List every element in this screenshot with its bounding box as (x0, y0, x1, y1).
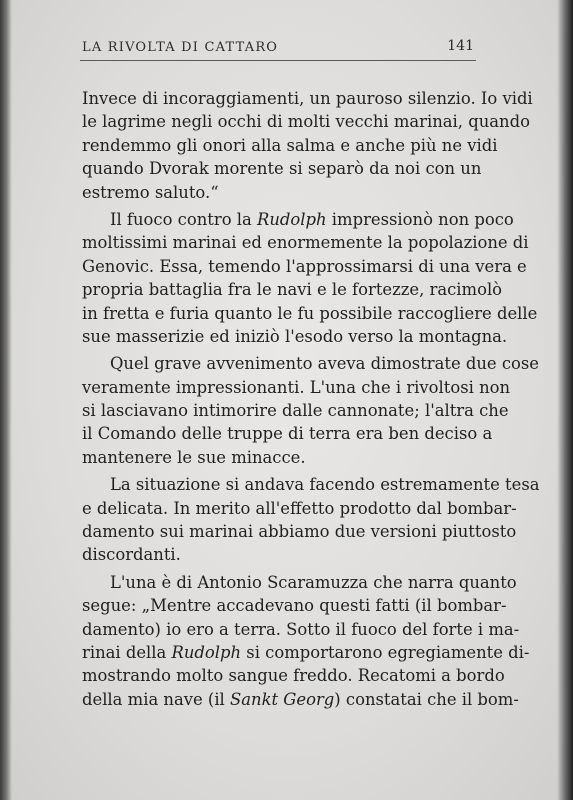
text-span: rinai della (82, 642, 172, 662)
text-line: rendemmo gli onori alla salma e anche più ne vidi (82, 135, 498, 155)
text-line: Quel grave avvenimento aveva dimostrate due cose (110, 354, 540, 374)
text-span: Il fuoco contro la (110, 209, 258, 229)
ship-name: Sankt Georg (230, 689, 335, 709)
paragraph (82, 571, 530, 711)
text-line: propria battaglia fra le navi e le fortezze, racimolò (82, 280, 503, 300)
text-line: La situazione si andava facendo estremamente tesa (110, 475, 540, 495)
text-line (82, 688, 519, 711)
paragraph (82, 208, 538, 348)
text-line: estremo saluto.“ (82, 182, 219, 202)
text-line: le lagrime negli occhi di molti vecchi marinai, quando (82, 112, 530, 132)
text-line (82, 208, 514, 231)
text-span: della mia nave (il (82, 689, 231, 709)
text-line: Genovic. Essa, temendo l'approssimarsi di una vera e (82, 256, 527, 276)
page-left-shadow (0, 0, 12, 800)
text-span: ) constatai che il bom- (334, 689, 519, 709)
text-line: e delicata. In merito all'effetto prodotto dal bombar- (82, 498, 517, 518)
ship-name: Rudolph (257, 209, 327, 229)
paragraph (82, 473, 540, 567)
text-line: quando Dvorak morente si separò da noi con un (82, 159, 482, 179)
text-line: damento sui marinai abbiamo due versioni piuttosto (82, 522, 517, 542)
text-line: si lasciavano intimorire dalle cannonate; l'altra che (82, 401, 509, 421)
text-line: discordanti. (82, 545, 181, 565)
text-line: mantenere le sue minacce. (82, 447, 306, 467)
text-line: veramente impressionanti. L'una che i rivoltosi non (82, 377, 511, 397)
text-line: mostrando molto sangue freddo. Recatomi a bordo (82, 666, 505, 686)
text-line (82, 641, 530, 664)
text-line: sue masserizie ed iniziò l'esodo verso la montagna. (82, 326, 508, 346)
page-number: 141 (447, 38, 474, 54)
text-line: moltissimi marinai ed enormemente la popolazione di (82, 233, 529, 253)
paragraph (82, 352, 540, 469)
text-line: Invece di incoraggiamenti, un pauroso silenzio. Io vidi (82, 89, 533, 108)
text-line: segue: „Mentre accadevano questi fatti (il bombar- (82, 596, 507, 616)
body-text (82, 87, 540, 711)
text-line: L'una è di Antonio Scaramuzza che narra quanto (110, 572, 517, 592)
header-rule (80, 60, 476, 61)
text-span: impressionò non poco (326, 209, 514, 229)
text-line: il Comando delle truppe di terra era ben deciso a (82, 424, 493, 444)
running-title: LA RIVOLTA DI CATTARO (82, 40, 279, 55)
text-span: si comportarono egregiamente di- (241, 642, 530, 662)
paragraph (82, 87, 533, 204)
running-header (82, 38, 474, 58)
page-right-shadow (557, 0, 573, 800)
ship-name: Rudolph (171, 642, 242, 662)
text-line: in fretta e furia quanto le fu possibile raccogliere delle (82, 303, 538, 323)
text-line: damento) io ero a terra. Sotto il fuoco del forte i ma- (82, 619, 520, 639)
